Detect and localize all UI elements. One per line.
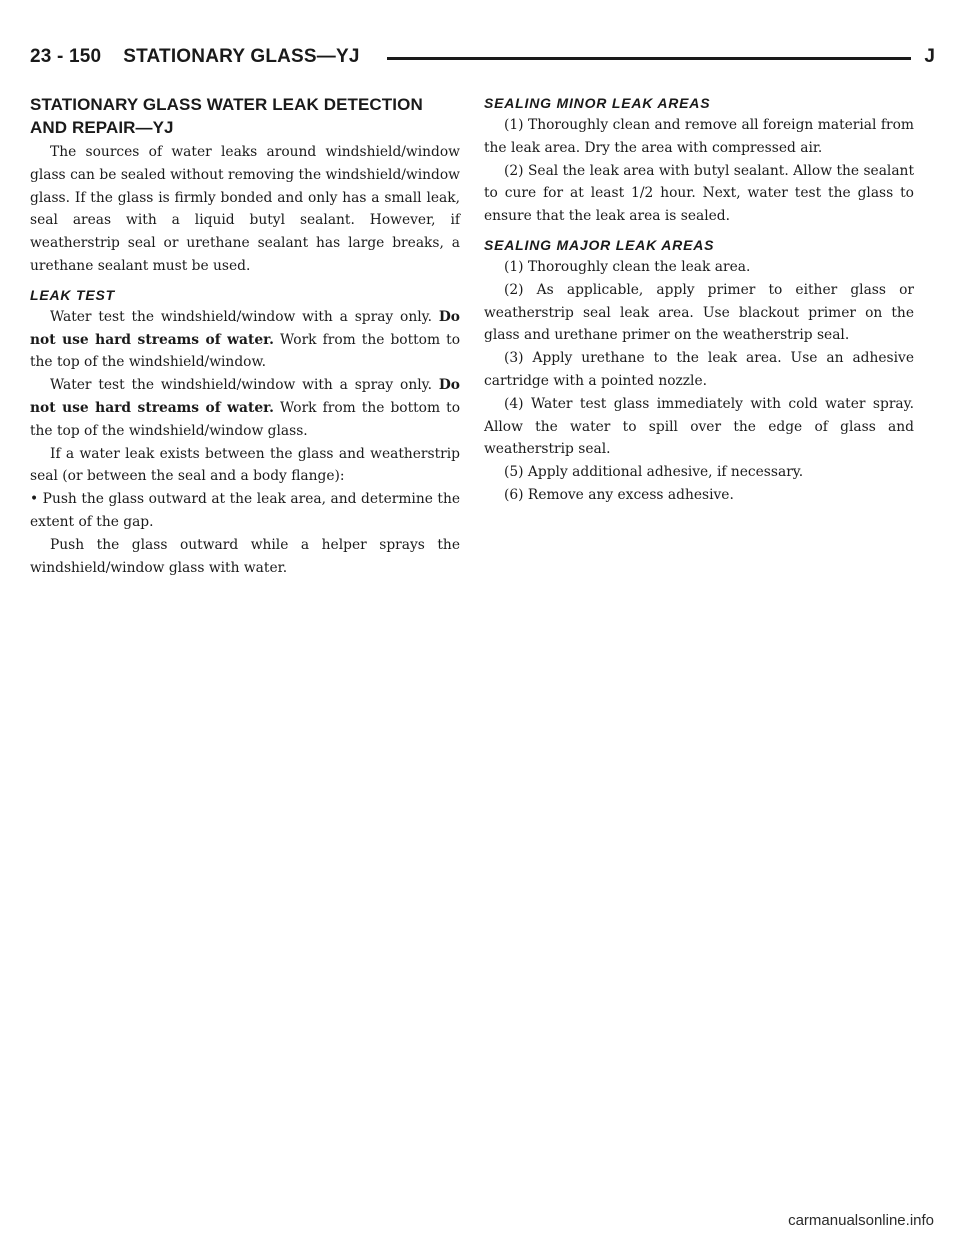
- bullet-dot-icon: •: [30, 491, 39, 508]
- leak-test-paragraph-1: [30, 306, 460, 374]
- major-step-1: (1) Thoroughly clean the leak area.: [504, 258, 751, 275]
- left-column: [30, 93, 460, 579]
- leak-test-bullet-text: Push the glass outward at the leak area, and determine the extent of the gap.: [30, 491, 460, 530]
- leak-test-bullet: [30, 488, 460, 534]
- header-manual-code: J: [924, 46, 935, 67]
- section-title-line-1: STATIONARY GLASS WATER LEAK DETECTION: [30, 95, 423, 114]
- leak-test-heading: LEAK TEST: [30, 286, 115, 303]
- leak-test-paragraph-4: Push the glass outward while a helper sprays the windshield/window glass with water.: [30, 536, 460, 576]
- leak-test-p2-tail: Work from the bottom to the top of the windshield/window glass.: [30, 399, 460, 439]
- section-title-line-2: AND REPAIR—YJ: [30, 118, 174, 137]
- minor-step-1: (1) Thoroughly clean and remove all foreign material from the leak area. Dry the area with compressed air.: [484, 117, 914, 156]
- intro-paragraph: The sources of water leaks around windshield/window glass can be sealed without removing the windshield/window glass. If the glass is firmly bonded and only has a small leak, seal areas with a liquid butyl sealant. However, if weatherstrip seal or urethane sealant has large breaks, a urethane sealant must be used.: [30, 144, 460, 274]
- watermark-link[interactable]: carmanualsonline.info: [788, 1212, 934, 1229]
- leak-test-p2-text: Water test the windshield/window with a spray only.: [50, 377, 432, 394]
- major-step-6: (6) Remove any excess adhesive.: [504, 486, 734, 503]
- leak-test-p2-warning: Do not use hard streams of water.: [30, 377, 460, 416]
- section-title: [30, 93, 460, 139]
- minor-step-2: (2) Seal the leak area with butyl sealant. Allow the sealant to cure for at least 1/2 hour. Next, water test the glass to ensure that the leak area is sealed.: [484, 162, 914, 225]
- major-step-2: (2) As applicable, apply primer to either glass or weatherstrip seal leak area. Use blackout primer on the glass and urethane primer on the weatherstrip seal.: [484, 281, 914, 344]
- leak-test-p1-text: Water test the windshield/window with a spray only.: [50, 308, 432, 325]
- right-column: [484, 93, 914, 507]
- leak-test-paragraph-3: If a water leak exists between the glass and weatherstrip seal (or between the seal and a body flange):: [30, 445, 460, 485]
- leak-test-paragraph-2: [30, 374, 460, 442]
- major-leak-heading: SEALING MAJOR LEAK AREAS: [484, 236, 715, 253]
- page-number-and-section: 23 - 150 STATIONARY GLASS—YJ: [30, 46, 360, 67]
- major-step-5: (5) Apply additional adhesive, if necessary.: [504, 464, 804, 481]
- leak-test-p1-tail: Work from the bottom to the top of the windshield/window.: [30, 331, 460, 371]
- page-header: [30, 46, 935, 70]
- major-step-4: (4) Water test glass immediately with cold water spray. Allow the water to spill over the edge of glass and weatherstrip seal.: [484, 395, 914, 458]
- major-step-3: (3) Apply urethane to the leak area. Use an adhesive cartridge with a pointed nozzle.: [484, 350, 914, 389]
- leak-test-p1-warning: Do not use hard streams of water.: [30, 308, 460, 348]
- header-rule: [387, 57, 911, 60]
- minor-leak-heading: SEALING MINOR LEAK AREAS: [484, 95, 711, 111]
